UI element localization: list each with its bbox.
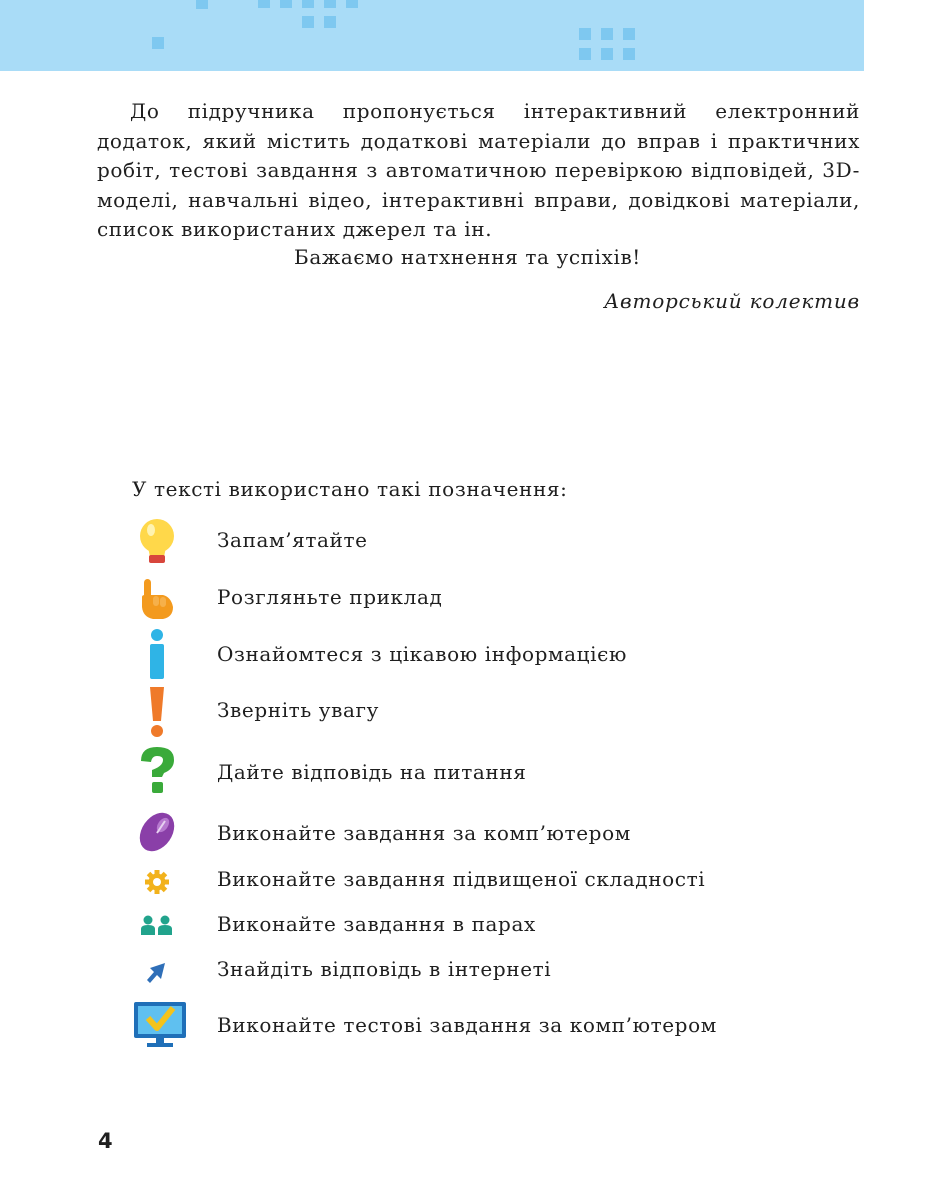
legend-item-label: Розгляньте приклад (217, 585, 443, 609)
header-square (196, 0, 208, 9)
legend-item-label: Виконайте тестові завдання за комп’ютером (217, 1013, 717, 1037)
header-square (258, 0, 270, 8)
legend-item-label: Знайдіть відповідь в інтернеті (217, 957, 552, 981)
monitor-check-icon (133, 1001, 187, 1049)
header-square (324, 0, 336, 8)
header-square (152, 37, 164, 49)
lightbulb-icon (133, 517, 181, 569)
header-square (623, 48, 635, 60)
legend-item (0, 867, 935, 891)
legend-item (0, 1013, 935, 1037)
info-icon (133, 629, 181, 681)
header-square (346, 0, 358, 8)
header-square (280, 0, 292, 8)
legend-item-label: Виконайте завдання в парах (217, 912, 536, 936)
legend-item (0, 698, 935, 722)
header-square (302, 16, 314, 28)
legend-item (0, 957, 935, 981)
legend-item (0, 760, 935, 784)
header-square (601, 48, 613, 60)
question-icon (133, 745, 181, 797)
pair-icon (133, 915, 181, 937)
legend-item-label: Дайте відповідь на питання (217, 760, 527, 784)
legend-item-label: Виконайте завдання підвищеної складності (217, 867, 706, 891)
header-band (0, 0, 864, 71)
header-square (579, 28, 591, 40)
gear-icon (133, 869, 181, 895)
header-square (302, 0, 314, 8)
header-square (623, 28, 635, 40)
page-number: 4 (98, 1129, 113, 1153)
cursor-arrow-icon (133, 959, 181, 987)
legend-item-label: Ознайомтеся з цікавою інформацією (217, 642, 627, 666)
legend-item-label: Зверніть увагу (217, 698, 379, 722)
legend-item-label: Виконайте завдання за комп’ютером (217, 821, 631, 845)
legend-title: У тексті використано такі позначення: (132, 477, 568, 501)
exclamation-icon (133, 687, 181, 739)
header-square (601, 28, 613, 40)
header-square (579, 48, 591, 60)
legend-item-label: Запам’ятайте (217, 528, 368, 552)
author-signature: Авторський колектив (604, 289, 860, 313)
pointing-hand-icon (133, 579, 181, 623)
computer-mouse-icon (133, 809, 181, 855)
intro-paragraph: До підручника пропонується інтерактивний електронний додаток, який містить додаткові матеріали до вправ і практичних робіт, тестові завдання з автоматичною перевіркою відповідей, 3D-моделі, навчальні відео, інтерактивні вправи, довідкові матеріали, список використаних джерел та ін. (97, 99, 860, 241)
legend-item (0, 585, 935, 609)
legend-item (0, 528, 935, 552)
legend-item (0, 821, 935, 845)
legend-item (0, 642, 935, 666)
legend-item (0, 912, 935, 936)
header-square (324, 16, 336, 28)
wishes-line: Бажаємо натхнення та успіхів! (294, 245, 641, 269)
